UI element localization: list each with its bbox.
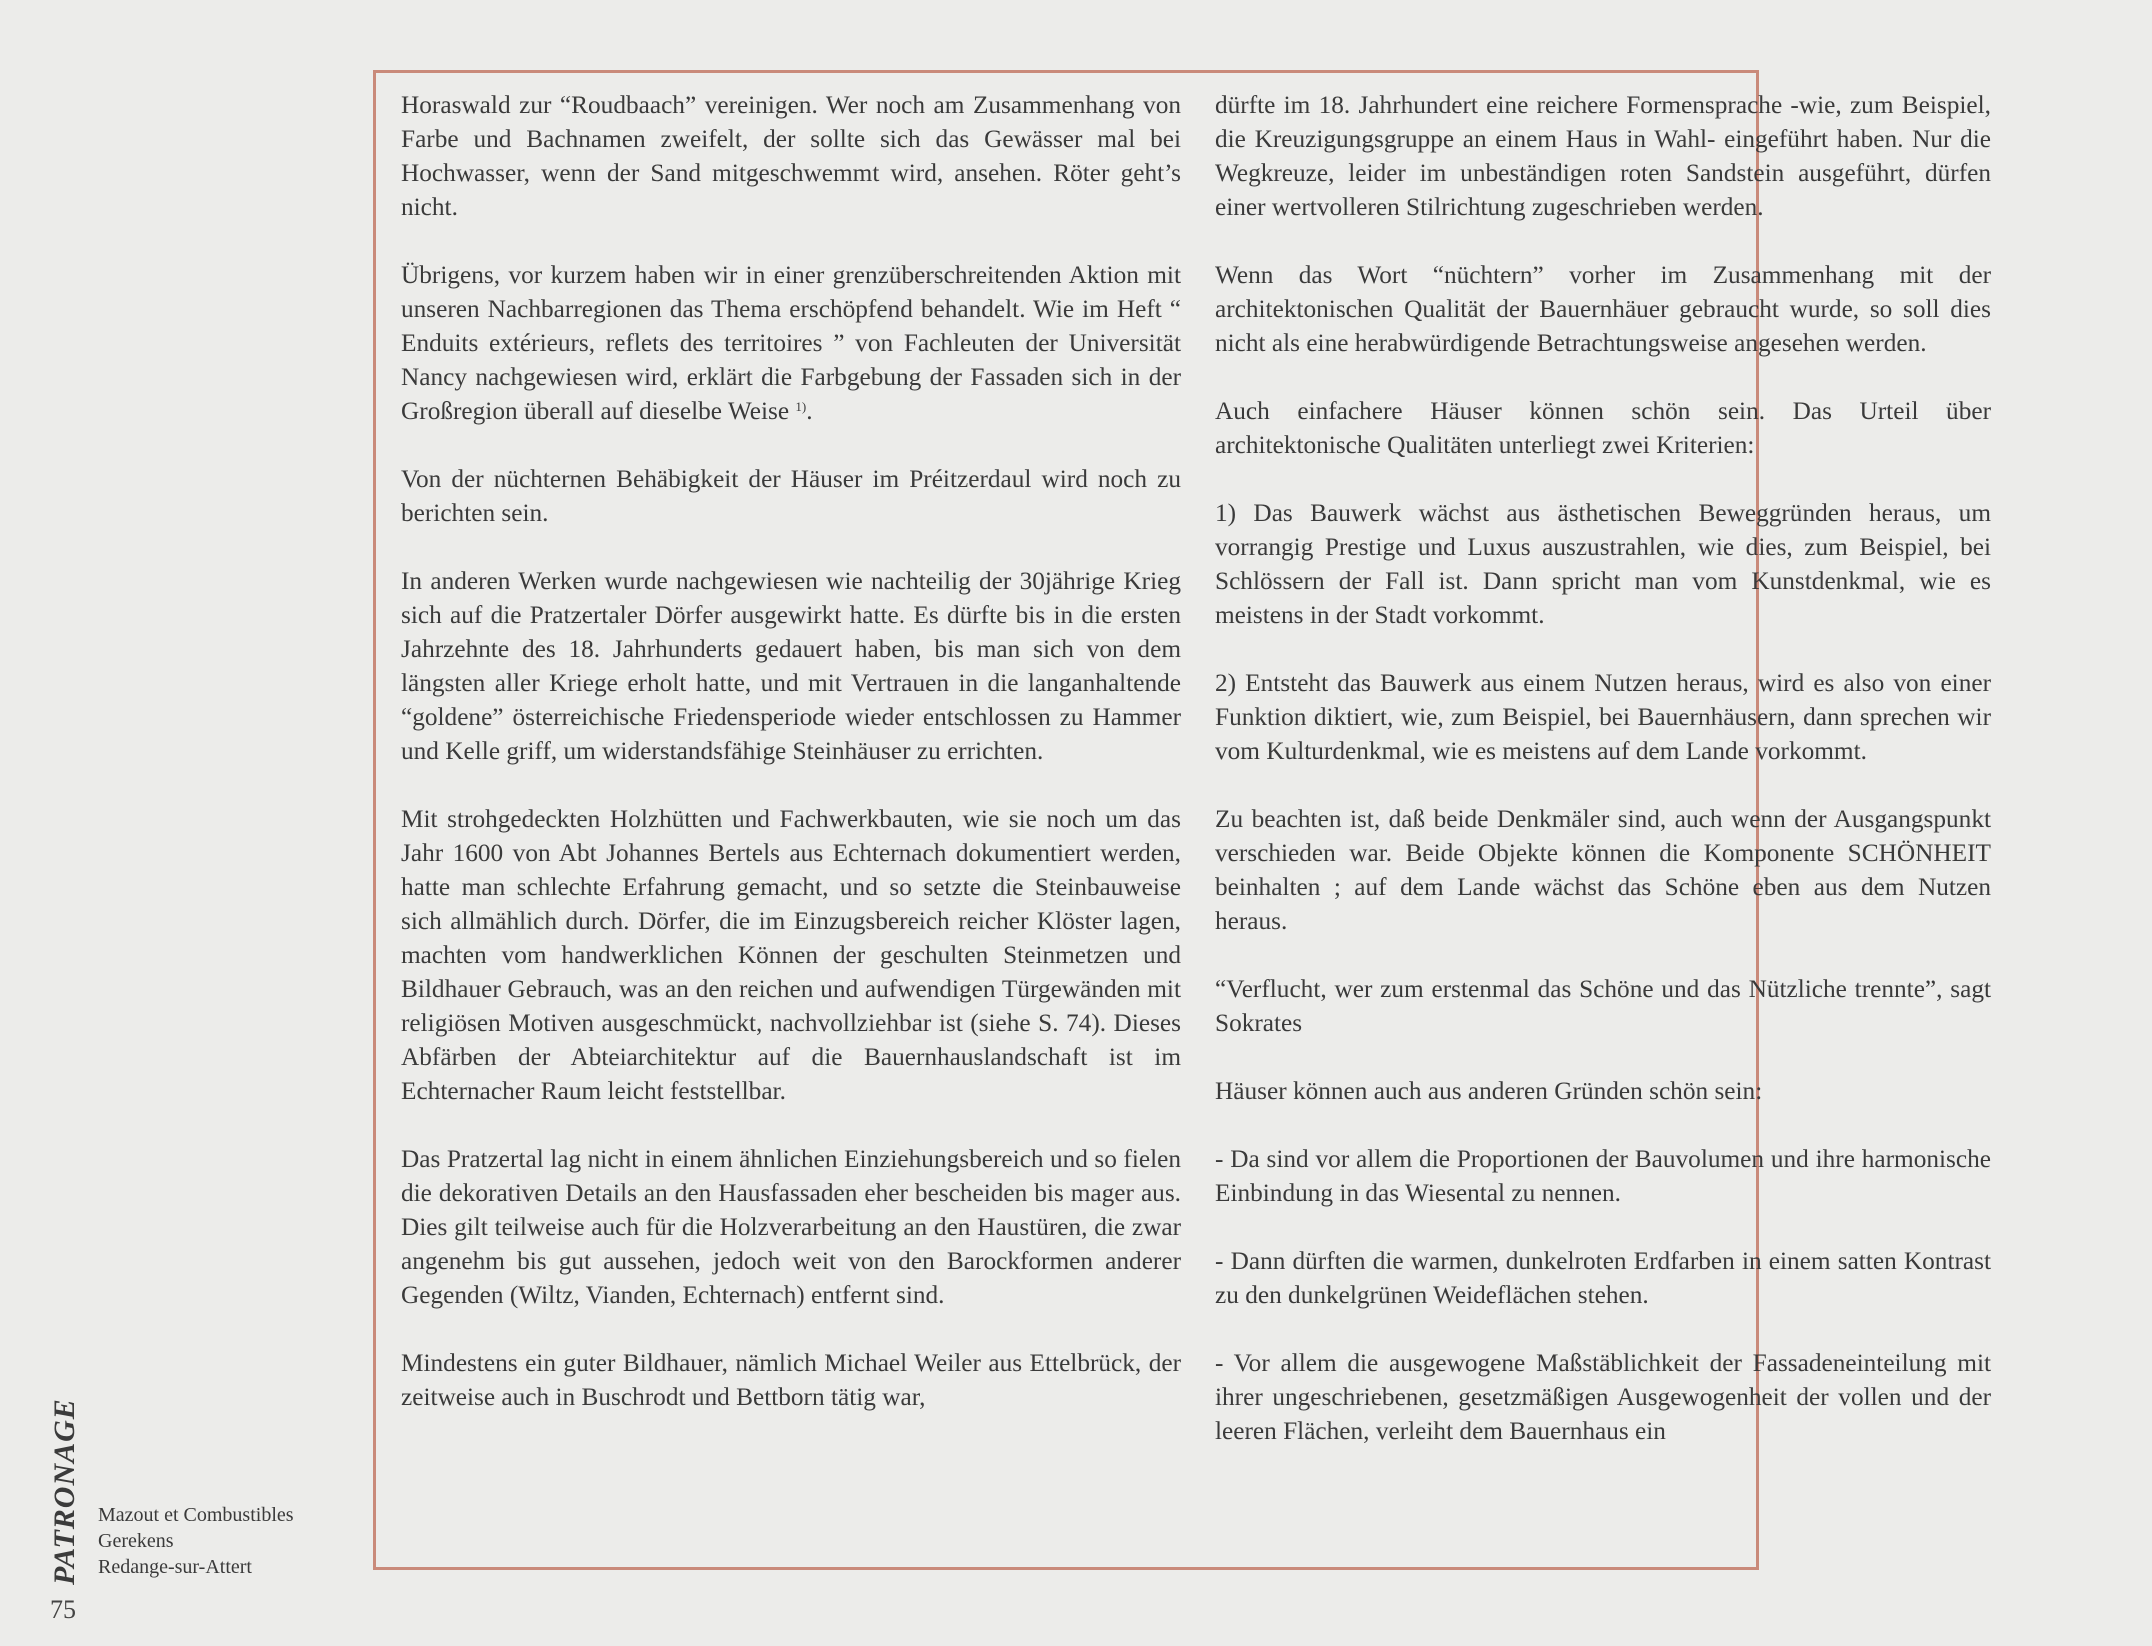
paragraph: Wenn das Wort “nüchtern” vorher im Zusammenhang mit der architektonischen Qualität der Bauernhäuer gebraucht wurde, so soll dies nicht als eine herabwürdigende Betrachtungsweise angesehen werden. (1215, 261, 1991, 357)
patronage-label-text: PATRONAGE (48, 1398, 81, 1585)
quote-paragraph: “Verflucht, wer zum erstenmal das Schöne und das Nützliche trennte”, sagt Sokrates (1215, 975, 1991, 1037)
footnote-marker: 1) (795, 399, 807, 414)
left-text-column (401, 88, 1181, 1448)
sponsor-block (98, 1502, 294, 1580)
sponsor-line: Mazout et Combustibles (98, 1504, 294, 1526)
right-text-column (1215, 88, 1991, 1482)
patronage-vertical-label (48, 1385, 88, 1585)
paragraph: Mindestens ein guter Bildhauer, nämlich Michael Weiler aus Ettelbrück, der zeitweise auch in Buschrodt und Bettborn tätig war, (401, 1349, 1181, 1411)
paragraph: Mit strohgedeckten Holzhütten und Fachwerkbauten, wie sie noch um das Jahr 1600 von Abt Johannes Bertels aus Echternach dokumentiert werden, hatte man schlechte Erfahrung gemacht, und so setzte die Steinbauweise sich allmählich durch. Dörfer, die im Einzugsbereich reicher Klöster lagen, machten vom handwerklichen Können der geschulten Steinmetzen und Bildhauer Gebrauch, was an den reichen und aufwendigen Türgewänden mit religiösen Motiven ausgeschmückt, nachvollziehbar ist (siehe S. 74). Dieses Abfärben der Abteiarchitektur auf die Bauernhauslandschaft ist im Echternacher Raum leicht feststellbar. (401, 805, 1181, 1105)
sponsor-line: Gerekens (98, 1530, 174, 1552)
list-item: - Vor allem die ausgewogene Maßstäblichkeit der Fassadeneinteilung mit ihrer ungeschriebenen, gesetzmäßigen Ausgewogenheit der vollen und der leeren Flächen, verleiht dem Bauernhaus ein (1215, 1349, 1991, 1445)
paragraph: Von der nüchternen Behäbigkeit der Häuser im Préitzerdaul wird noch zu berichten sein. (401, 465, 1181, 527)
paragraph-end: . (806, 397, 813, 425)
paragraph: 1) Das Bauwerk wächst aus ästhetischen Beweggründen heraus, um vorrangig Prestige und Luxus auszustrahlen, wie dies, zum Beispiel, bei Schlössern der Fall ist. Dann spricht man vom Kunstdenkmal, wie es meistens in der Stadt vorkommt. (1215, 499, 1991, 629)
paragraph: Horaswald zur “Roudbaach” vereinigen. Wer noch am Zusammenhang von Farbe und Bachnamen zweifelt, der sollte sich das Gewässer mal bei Hochwasser, wenn der Sand mitgeschwemmt wird, ansehen. Röter geht’s nicht. (401, 91, 1181, 221)
paragraph: Häuser können auch aus anderen Gründen schön sein: (1215, 1077, 1763, 1105)
list-item: - Da sind vor allem die Proportionen der Bauvolumen und ihre harmonische Einbindung in das Wiesental zu nennen. (1215, 1145, 1991, 1207)
sponsor-line: Redange-sur-Attert (98, 1556, 252, 1578)
paragraph-text: Übrigens, vor kurzem haben wir in einer grenzüberschreitenden Aktion mit unseren Nachbarregionen das Thema erschöpfend behandelt. Wie im Heft “ Enduits extérieurs, reflets des territoires ” von Fachleuten der Universität Nancy nachgewiesen wird, erklärt die Farbgebung der Fassaden sich in der Großregion überall auf dieselbe Weise (401, 261, 1181, 425)
paragraph: 2) Entsteht das Bauwerk aus einem Nutzen heraus, wird es also von einer Funktion diktiert, wie, zum Beispiel, bei Bauernhäusern, dann sprechen wir vom Kulturdenkmal, wie es meistens auf dem Lande vorkommt. (1215, 669, 1991, 765)
paragraph (401, 258, 1181, 428)
page-number: 75 (50, 1595, 76, 1624)
paragraph: dürfte im 18. Jahrhundert eine reichere Formensprache -wie, zum Beispiel, die Kreuzigungsgruppe an einem Haus in Wahl- eingeführt haben. Nur die Wegkreuze, leider im unbeständigen roten Sandstein ausgeführt, dürfen einer wertvolleren Stilrichtung zugeschrieben werden. (1215, 91, 1991, 221)
paragraph: Das Pratzertal lag nicht in einem ähnlichen Einziehungsbereich und so fielen die dekorativen Details an den Hausfassaden eher bescheiden bis mager aus. Dies gilt teilweise auch für die Holzverarbeitung an den Haustüren, die zwar angenehm bis gut aussehen, jedoch weit von den Barockformen anderer Gegenden (Wiltz, Vianden, Echternach) entfernt sind. (401, 1145, 1181, 1309)
paragraph: Auch einfachere Häuser können schön sein. Das Urteil über architektonische Qualitäten unterliegt zwei Kriterien: (1215, 397, 1991, 459)
paragraph: Zu beachten ist, daß beide Denkmäler sind, auch wenn der Ausgangspunkt verschieden war. Beide Objekte können die Komponente SCHÖNHEIT beinhalten ; auf dem Lande wächst das Schöne eben aus dem Nutzen heraus. (1215, 805, 1991, 935)
list-item: - Dann dürften die warmen, dunkelroten Erdfarben in einem satten Kontrast zu den dunkelgrünen Weideflächen stehen. (1215, 1247, 1991, 1309)
paragraph: In anderen Werken wurde nachgewiesen wie nachteilig der 30jährige Krieg sich auf die Pratzertaler Dörfer ausgewirkt hatte. Es dürfte bis in die ersten Jahrzehnte des 18. Jahrhunderts gedauert haben, bis man sich von dem längsten aller Kriege erholt hatte, und mit Vertrauen in die langanhaltende “goldene” österreichische Friedensperiode wieder entschlossen zu Hammer und Kelle griff, um widerstandsfähige Steinhäuser zu errichten. (401, 567, 1181, 765)
